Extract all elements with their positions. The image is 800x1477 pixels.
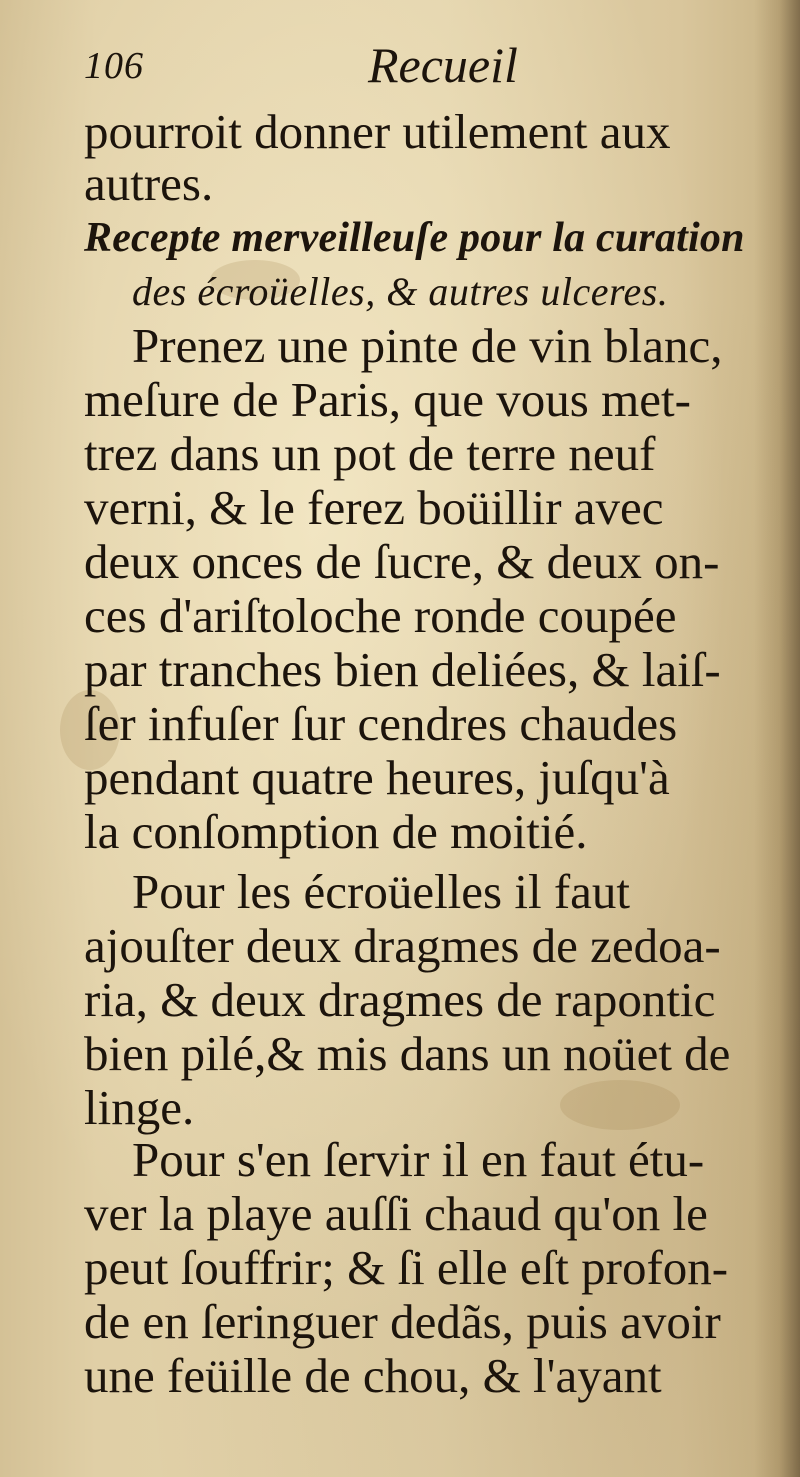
page-number: 106: [84, 45, 144, 87]
text-line: autres.: [84, 156, 214, 211]
text-line: Pour les écroüelles il faut: [132, 864, 631, 919]
page-header: [84, 36, 724, 96]
text-line: par tranches bien deliées, & laiſ-: [84, 642, 721, 697]
text-line: trez dans un pot de terre neuf: [84, 426, 656, 481]
text-line: ſer infuſer ſur cendres chaudes: [84, 696, 678, 751]
text-line: la conſomption de moitié.: [84, 804, 588, 859]
text-line: Pour s'en ſervir il en faut étu-: [132, 1132, 705, 1187]
text-line: une feüille de chou, & l'ayant: [84, 1348, 662, 1403]
text-line: ajouſter deux dragmes de zedoa-: [84, 918, 721, 973]
page-gutter-shadow: [754, 0, 800, 1477]
text-line: meſure de Paris, que vous met-: [84, 372, 691, 427]
text-line: peut ſouffrir; & ſi elle eſt profon-: [84, 1240, 729, 1295]
text-line: linge.: [84, 1080, 195, 1135]
text-line: deux onces de ſucre, & deux on-: [84, 534, 720, 589]
text-line: de en ſeringuer dedãs, puis avoir: [84, 1294, 721, 1349]
text-line: ver la playe auſſi chaud qu'on le: [84, 1186, 708, 1241]
text-line: pendant quatre heures, juſqu'à: [84, 750, 670, 805]
recipe-heading-line: des écroüelles, & autres ulceres.: [132, 269, 669, 314]
text-line: verni, & le ferez boüillir avec: [84, 480, 664, 535]
text-line: bien pilé,& mis dans un noüet de: [84, 1026, 731, 1081]
running-title: Recueil: [368, 37, 518, 93]
text-line: ces d'ariſtoloche ronde coupée: [84, 588, 677, 643]
text-line: Prenez une pinte de vin blanc,: [132, 318, 723, 373]
text-line: ria, & deux dragmes de rapontic: [84, 972, 716, 1027]
text-line: pourroit donner utilement aux: [84, 104, 671, 159]
paper-stain: [560, 1080, 680, 1130]
recipe-heading-line: Recepte merveilleuſe pour la curation: [84, 215, 745, 261]
